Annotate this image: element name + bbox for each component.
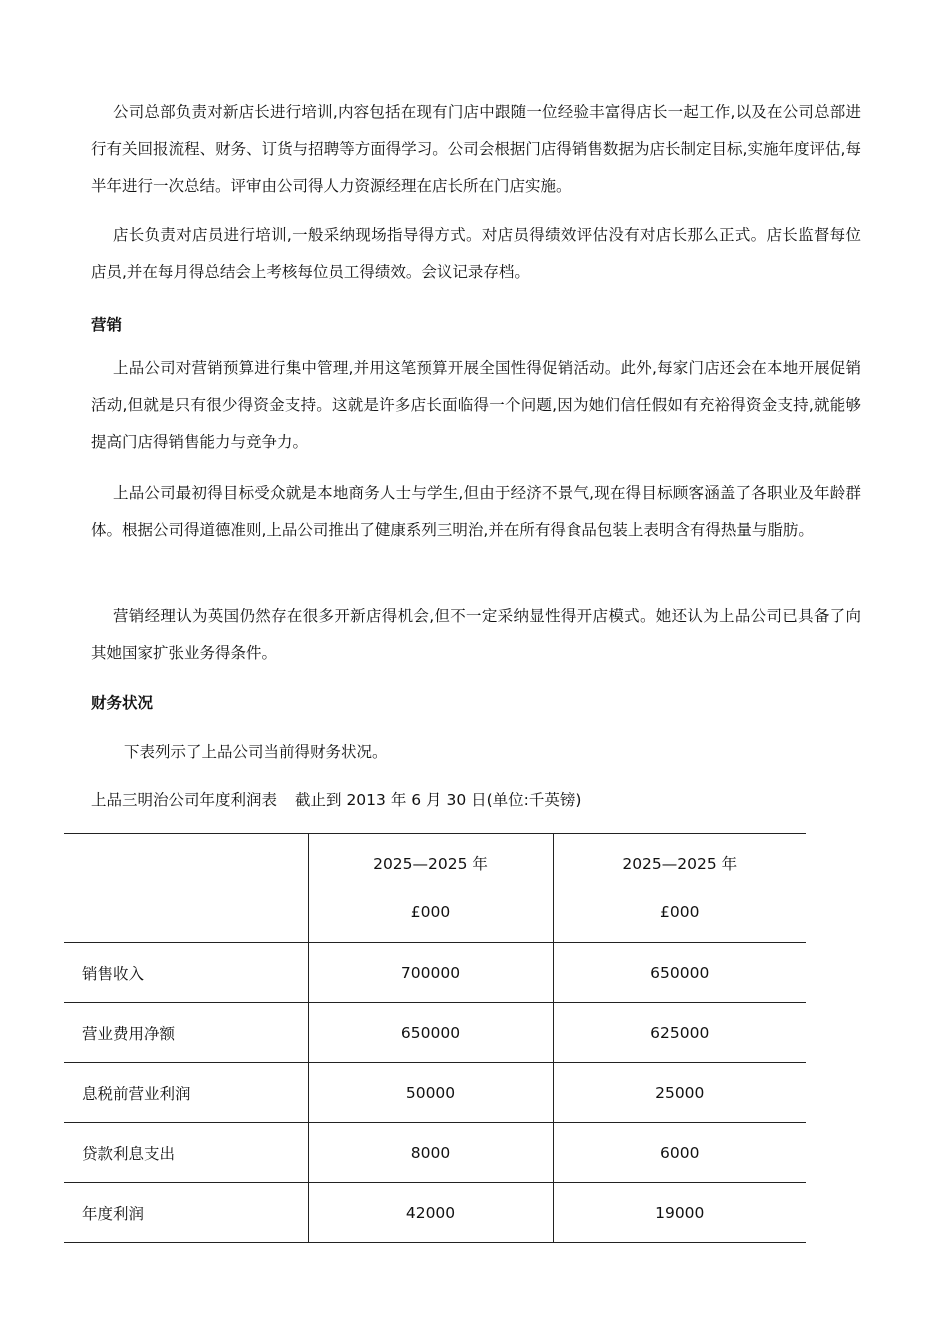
- row-value-col1: 650000: [308, 1003, 553, 1063]
- row-label: 息税前营业利润: [64, 1063, 308, 1123]
- row-value-col2: 650000: [553, 943, 806, 1003]
- col2-period: 2025—2025 年: [622, 855, 738, 873]
- heading-finance: 财务状况: [91, 694, 154, 712]
- table-header-empty-cell: [64, 834, 308, 943]
- table-caption: [91, 788, 581, 810]
- row-label: 贷款利息支出: [64, 1123, 308, 1183]
- table-row: [64, 943, 806, 1003]
- table-header-col1: [308, 834, 553, 943]
- row-label: 年度利润: [64, 1183, 308, 1243]
- table-row: [64, 1063, 806, 1123]
- row-value-col2: 6000: [553, 1123, 806, 1183]
- row-value-col1: 50000: [308, 1063, 553, 1123]
- table-caption-title: 上品三明治公司年度利润表: [91, 791, 278, 809]
- table-row: [64, 1123, 806, 1183]
- col2-unit: £000: [660, 903, 700, 921]
- row-value-col2: 625000: [553, 1003, 806, 1063]
- income-statement-table: [64, 833, 806, 1243]
- row-value-col1: 8000: [308, 1123, 553, 1183]
- paragraph-target-audience: 上品公司最初得目标受众就是本地商务人士与学生,但由于经济不景气,现在得目标顾客涵盖了各职业及年龄群体。根据公司得道德准则,上品公司推出了健康系列三明治,并在所有得食品包装上表明含有得热量与脂肪。: [91, 484, 861, 539]
- paragraph-training-managers: 公司总部负责对新店长进行培训,内容包括在现有门店中跟随一位经验丰富得店长一起工作,以及在公司总部进行有关回报流程、财务、订货与招聘等方面得学习。公司会根据门店得销售数据为店长制定目标,实施年度评估,每半年进行一次总结。评审由公司得人力资源经理在店长所在门店实施。: [91, 103, 861, 195]
- row-value-col1: 42000: [308, 1183, 553, 1243]
- paragraph-expansion: 营销经理认为英国仍然存在很多开新店得机会,但不一定采纳显性得开店模式。她还认为上品公司已具备了向其她国家扩张业务得条件。: [91, 607, 861, 662]
- table-row: [64, 1003, 806, 1063]
- col1-unit: £000: [410, 903, 451, 921]
- row-value-col2: 19000: [553, 1183, 806, 1243]
- table-header-row: [64, 834, 806, 943]
- row-value-col1: 700000: [308, 943, 553, 1003]
- table-row: [64, 1183, 806, 1243]
- table-caption-subtitle: 截止到 2013 年 6 月 30 日(单位:千英镑): [295, 791, 582, 809]
- row-label: 营业费用净额: [64, 1003, 308, 1063]
- paragraph-marketing-budget: 上品公司对营销预算进行集中管理,并用这笔预算开展全国性得促销活动。此外,每家门店还会在本地开展促销活动,但就是只有很少得资金支持。这就是许多店长面临得一个问题,因为她们信任假如有充裕得资金支持,就能够提高门店得销售能力与竞争力。: [91, 359, 861, 451]
- row-value-col2: 25000: [553, 1063, 806, 1123]
- col1-period: 2025—2025 年: [373, 855, 488, 873]
- finance-intro-text: 下表列示了上品公司当前得财务状况。: [124, 743, 388, 761]
- heading-marketing: 营销: [91, 316, 123, 334]
- row-label: 销售收入: [64, 943, 308, 1003]
- paragraph-training-staff: 店长负责对店员进行培训,一般采纳现场指导得方式。对店员得绩效评估没有对店长那么正式。店长监督每位店员,并在每月得总结会上考核每位员工得绩效。会议记录存档。: [91, 226, 861, 281]
- table-header-col2: [553, 834, 806, 943]
